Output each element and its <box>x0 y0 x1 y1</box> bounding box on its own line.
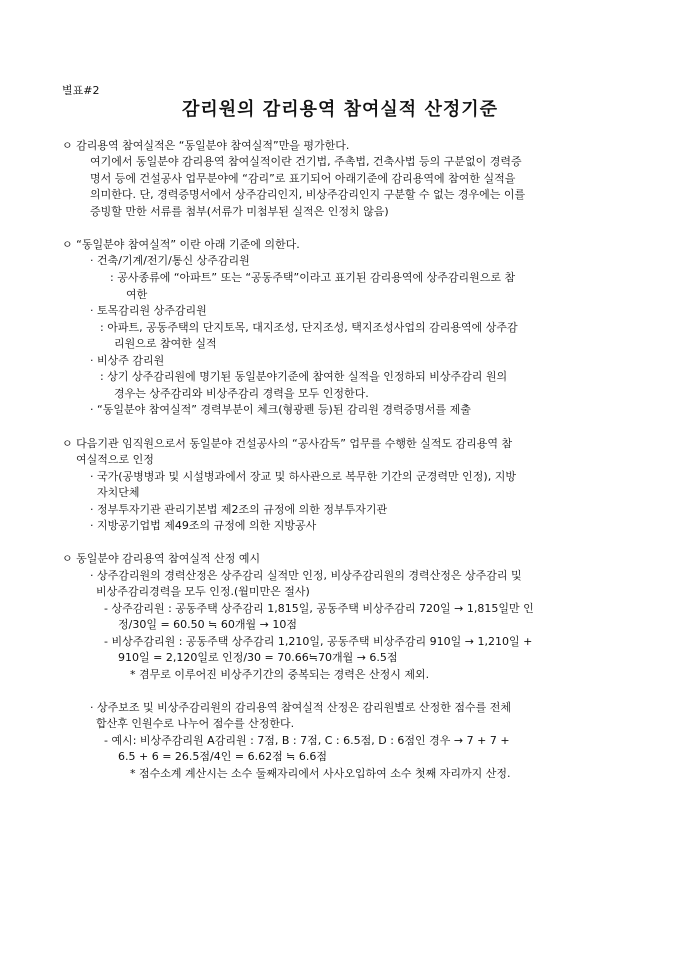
section3-line: 자치단체 <box>97 486 140 499</box>
section3-bullet: · 지방공기업법 제49조의 규정에 의한 지방공사 <box>90 519 317 532</box>
section2-detail: 리원으로 참여한 실적 <box>114 337 217 350</box>
section4-dash: - 상주감리원 : 공동주택 상주감리 1,815일, 공동주택 비상주감리 720일 → 1,815일만 인 <box>104 602 534 615</box>
section4-bullet: · 상주보조 및 비상주감리원의 감리용역 참여실적 산정은 감리원별로 산정한 점수를 전체 <box>90 701 511 714</box>
section2-bullet: · 비상주 감리원 <box>90 354 165 367</box>
section4-dash: - 비상주감리원 : 공동주택 상주감리 1,210일, 공동주택 비상주감리 910일 → 1,210일 + <box>104 635 533 648</box>
section2-detail: 여한 <box>126 288 148 301</box>
section4-line: 정/30일 = 60.50 ≒ 60개월 → 10점 <box>118 618 297 631</box>
section3-bullet: · 정부투자기관 관리기본법 제2조의 규정에 의한 정부투자기관 <box>90 503 388 516</box>
section1-heading: ㅇ 감리용역 참여실적은 “동일분야 참여실적”만을 평가한다. <box>62 139 350 152</box>
section4-line: 910일 = 2,120일로 인정/30 = 70.66≒70개월 → 6.5점 <box>118 651 398 664</box>
annex-label: 별표#2 <box>62 84 100 97</box>
section3-bullet: · 국가(공병병과 및 시설병과에서 장교 및 하사관으로 복무한 기간의 군경력만 인정), 지방 <box>90 470 516 483</box>
section2-bullet: · “동일분야 참여실적” 경력부분이 체크(형광펜 등)된 감리원 경력증명서를 제출 <box>90 403 471 416</box>
section3-heading: ㅇ 다음기관 임직원으로서 동일분야 건설공사의 “공사감독” 업무를 수행한 실적도 감리용역 참 <box>62 437 513 450</box>
section2-detail: : 아파트, 공동주택의 단지토목, 대지조성, 단지조성, 택지조성사업의 감리용역에 상주감 <box>100 321 518 334</box>
section4-line: 비상주감리경력을 모두 인정.(월미만은 절사) <box>96 585 310 598</box>
section2-detail: : 공사종류에 “아파트” 또는 “공동주택”이라고 표기된 감리용역에 상주감리원으로 참 <box>110 271 516 284</box>
section4-heading: ㅇ 동일분야 감리용역 참여실적 산정 예시 <box>62 552 261 565</box>
section2-bullet: · 건축/기계/전기/통신 상주감리원 <box>90 254 250 267</box>
section1-line: 여기에서 동일분야 감리용역 참여실적이란 건기법, 주촉법, 건축사법 등의 구분없이 경력증 <box>90 155 522 168</box>
document-title: 감리원의 감리용역 참여실적 산정기준 <box>181 99 498 120</box>
section4-line: 6.5 + 6 = 26.5점/4인 = 6.62점 ≒ 6.6점 <box>118 750 328 763</box>
section4-note: * 점수소계 계산시는 소수 둘째자리에서 사사오입하여 소수 첫째 자리까지 산정. <box>130 767 511 780</box>
section1-line: 의미한다. 단, 경력증명서에서 상주감리인지, 비상주감리인지 구분할 수 없는 경우에는 이를 <box>90 188 526 201</box>
section2-bullet: · 토목감리원 상주감리원 <box>90 304 207 317</box>
section2-detail: 경우는 상주감리와 비상주감리 경력을 모두 인정한다. <box>114 387 369 400</box>
section1-line: 증빙할 만한 서류를 첨부(서류가 미첨부된 실적은 인정치 않음) <box>90 205 389 218</box>
section2-heading: ㅇ “동일분야 참여실적” 이란 아래 기준에 의한다. <box>62 238 300 251</box>
section4-dash: - 예시: 비상주감리원 A감리원 : 7점, B : 7점, C : 6.5점, D : 6점인 경우 → 7 + 7 + <box>104 734 510 747</box>
section1-line: 명서 등에 건설공사 업무분야에 “감리”로 표기되어 아래기준에 감리용역에 참여한 실적을 <box>90 172 516 185</box>
section4-bullet: · 상주감리원의 경력산정은 상주감리 실적만 인정, 비상주감리원의 경력산정은 상주감리 및 <box>90 569 522 582</box>
section2-detail: : 상기 상주감리원에 명기된 동일분야기준에 참여한 실적을 인정하되 비상주감리 원의 <box>100 370 508 383</box>
section3-line: 여실적으로 인정 <box>76 453 154 466</box>
section4-line: 합산후 인원수로 나누어 점수를 산정한다. <box>96 717 295 730</box>
section4-note: * 겸무로 이루어진 비상주기간의 중복되는 경력은 산정시 제외. <box>130 668 430 681</box>
